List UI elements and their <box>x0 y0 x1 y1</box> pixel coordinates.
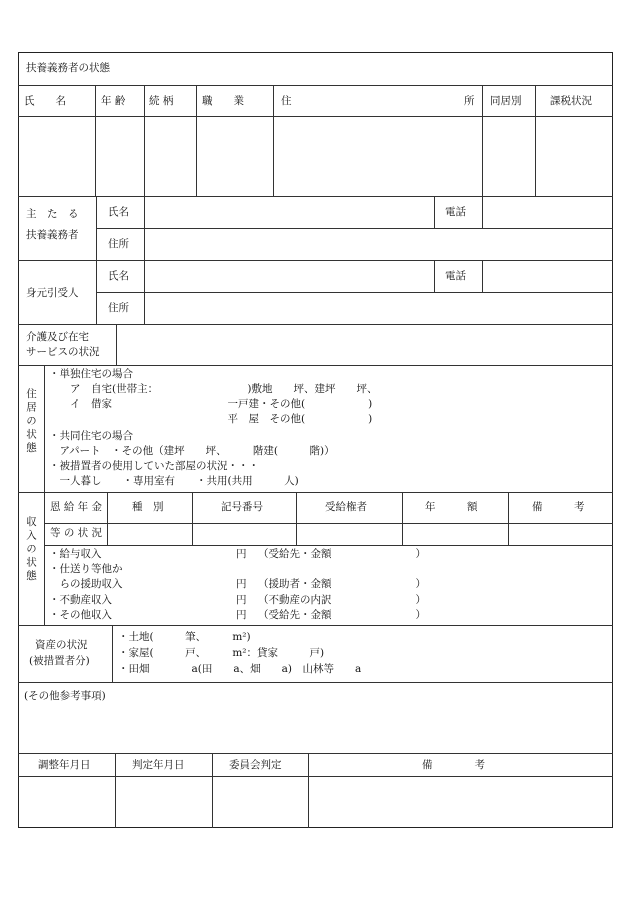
guarantor-name-label: 氏名 <box>108 270 129 282</box>
main-supporter-address-label: 住所 <box>108 238 129 250</box>
divider <box>116 324 117 365</box>
divider <box>96 196 97 324</box>
divider <box>18 196 613 197</box>
income-item: ・仕送り等他か <box>49 563 123 575</box>
care-label: 介護及び在宅 <box>26 331 89 343</box>
divider <box>273 85 274 196</box>
divider <box>18 260 613 261</box>
income-detail: （受給先・金額 ） <box>258 548 426 560</box>
divider <box>96 228 613 229</box>
income-yen: 円 <box>236 594 247 606</box>
pension-label: 恩 給 年 金 <box>50 501 103 513</box>
pension-col-type: 種 別 <box>132 501 164 513</box>
income-item: ・給与収入 <box>49 548 102 560</box>
divider <box>96 292 613 293</box>
col-address-left: 住 <box>281 95 292 107</box>
divider <box>296 492 297 545</box>
footer-committee: 委員会判定 <box>229 759 282 771</box>
divider <box>44 523 613 524</box>
col-cohabit: 同居別 <box>490 95 522 107</box>
assets-line: ・土地( 筆、 m²) <box>118 631 251 643</box>
divider <box>18 625 613 626</box>
main-supporter-name-label: 氏名 <box>108 206 129 218</box>
divider <box>18 324 613 325</box>
income-detail: （不動産の内訳 ） <box>258 594 426 606</box>
divider <box>482 85 483 196</box>
other-notes-label: (その他参考事項) <box>24 690 106 702</box>
residence-line: イ 借家 一戸建・その他( ) <box>49 398 373 410</box>
income-yen: 円 <box>236 578 247 590</box>
income-item: ・不動産収入 <box>49 594 112 606</box>
divider <box>434 196 435 228</box>
residence-line: アパート ・その他（建坪 坪、 階建( 階)） <box>49 445 335 457</box>
divider <box>144 196 145 324</box>
divider <box>212 753 213 828</box>
col-age: 年 齢 <box>101 95 126 107</box>
income-item: ・その他収入 <box>49 609 112 621</box>
guarantor-label: 身元引受人 <box>26 287 79 299</box>
residence-label: 住居の状態 <box>25 388 37 456</box>
income-item: らの援助収入 <box>49 578 123 590</box>
pension-label: 等 の 状 況 <box>50 527 103 539</box>
divider <box>18 85 613 86</box>
col-job: 職 業 <box>202 95 244 107</box>
residence-line: 一人暮し ・専用室有 ・共用(共用 人) <box>49 475 299 487</box>
care-label: サービスの状況 <box>26 346 100 358</box>
divider <box>434 260 435 292</box>
divider <box>402 492 403 545</box>
assets-label: (被措置者分) <box>29 655 90 667</box>
guarantor-phone-label: 電話 <box>445 270 466 282</box>
col-relation: 続 柄 <box>149 95 174 107</box>
pension-col-annual: 年 額 <box>425 501 478 513</box>
income-yen: 円 <box>236 548 247 560</box>
divider <box>44 545 613 546</box>
divider <box>535 85 536 196</box>
residence-line: ・共同住宅の場合 <box>49 430 133 442</box>
residence-line: ・被措置者の使用していた部屋の状況・・・ <box>49 460 259 472</box>
divider <box>18 682 613 683</box>
divider <box>308 753 309 828</box>
divider <box>18 116 613 117</box>
income-detail: （受給先・金額 ） <box>258 609 426 621</box>
main-supporter-phone-label: 電話 <box>445 206 466 218</box>
residence-line: 平 屋 その他( ) <box>49 413 373 425</box>
income-label: 収入の状態 <box>25 516 37 584</box>
footer-adjust-date: 調整年月日 <box>38 759 91 771</box>
income-detail: （援助者・金額 ） <box>258 578 426 590</box>
divider <box>18 753 613 754</box>
divider <box>115 753 116 828</box>
divider <box>18 776 613 777</box>
footer-note: 備 考 <box>422 759 485 771</box>
divider <box>107 492 108 545</box>
divider <box>144 85 145 196</box>
footer-judge-date: 判定年月日 <box>132 759 185 771</box>
divider <box>482 260 483 292</box>
col-name: 氏 名 <box>24 95 66 107</box>
divider <box>18 365 613 366</box>
assets-line: ・家屋( 戸、 m²：貸家 戸) <box>118 647 325 659</box>
pension-col-note: 備 考 <box>532 501 585 513</box>
section-title: 扶養義務者の状態 <box>26 62 110 74</box>
divider <box>95 85 96 196</box>
pension-col-number: 記号番号 <box>221 501 263 513</box>
main-supporter-label: 主 た る <box>26 208 79 220</box>
residence-line: ・単独住宅の場合 <box>49 368 133 380</box>
main-supporter-label: 扶養義務者 <box>26 229 79 241</box>
assets-label: 資産の状況 <box>35 639 88 651</box>
divider <box>508 492 509 545</box>
divider <box>482 196 483 228</box>
col-tax: 課税状況 <box>550 95 592 107</box>
income-yen: 円 <box>236 609 247 621</box>
residence-line: ア 自宅(世帯主： )敷地 坪、建坪 坪、 <box>49 383 378 395</box>
divider <box>192 492 193 545</box>
pension-col-recipient: 受給権者 <box>325 501 367 513</box>
divider <box>44 365 45 625</box>
divider <box>112 625 113 682</box>
divider <box>196 85 197 196</box>
guarantor-address-label: 住所 <box>108 302 129 314</box>
assets-line: ・田畑 a(田 a、畑 a) 山林等 a <box>118 663 362 675</box>
col-address-right: 所 <box>464 95 475 107</box>
